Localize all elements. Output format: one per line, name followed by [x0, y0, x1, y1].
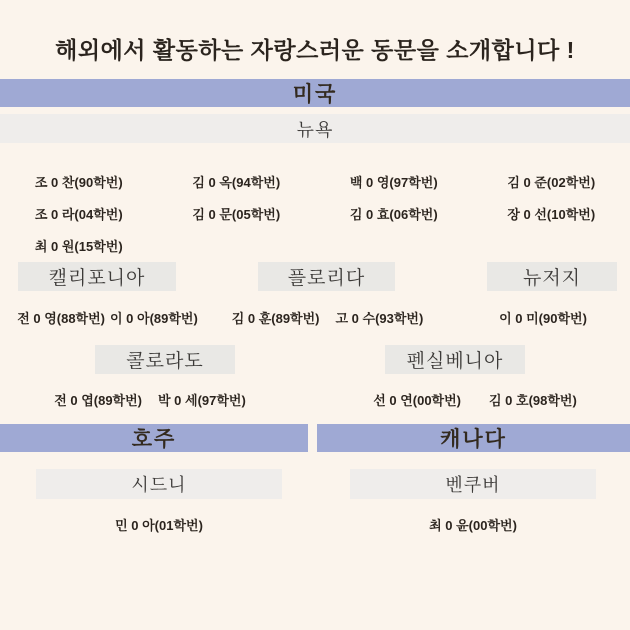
colorado-names	[20, 391, 280, 407]
page-title: 해외에서 활동하는 자랑스러운 동문을 소개합니다 !	[55, 37, 575, 63]
newjersey-names	[478, 309, 608, 325]
region-box-pennsylvania	[385, 345, 525, 374]
pennsylvania-names	[345, 391, 605, 407]
newyork-names-row-1	[0, 172, 630, 188]
section-band-canada	[317, 424, 630, 452]
alumni-name: 김 0 옥(94학번)	[192, 175, 281, 190]
alumni-name: 김 0 효(06학번)	[349, 207, 438, 222]
region-box-florida-label: 플로리다	[287, 268, 366, 289]
newyork-names-row-2	[0, 204, 630, 220]
alumni-name: 장 0 선(10학번)	[507, 207, 596, 222]
region-box-california-label: 캘리포니아	[48, 268, 146, 289]
section-band-canada-label: 캐나다	[440, 428, 507, 451]
region-bar-vancouver-label: 벤쿠버	[445, 475, 501, 495]
alumni-name: 고 0 수(93학번)	[335, 310, 424, 326]
alumni-name: 전 0 영(88학번)	[17, 310, 105, 326]
alumni-name: 박 0 세(97학번)	[158, 392, 246, 408]
region-bar-vancouver	[350, 469, 596, 499]
alumni-name: 김 0 훈(89학번)	[231, 310, 320, 326]
region-box-colorado-label: 콜로라도	[126, 351, 204, 372]
region-bar-newyork-label: 뉴욕	[296, 119, 334, 140]
alumni-name: 김 0 호(98학번)	[489, 392, 577, 408]
alumni-name: 김 0 문(05학번)	[192, 207, 281, 222]
alumni-name: 선 0 연(00학번)	[373, 392, 461, 408]
alumni-name: 조 0 라(04학번)	[34, 207, 123, 222]
alumni-name: 전 0 엽(89학번)	[54, 392, 142, 408]
vancouver-names	[350, 516, 596, 532]
region-box-colorado	[95, 345, 235, 374]
alumni-name: 백 0 영(97학번)	[349, 175, 438, 190]
region-bar-sydney	[36, 469, 282, 499]
alumni-name: 최 0 윤(00학번)	[429, 517, 517, 533]
region-box-pennsylvania-label: 펜실베니아	[406, 351, 504, 372]
newyork-names-row-3	[0, 236, 630, 252]
region-bar-newyork	[0, 114, 630, 143]
region-box-california	[18, 262, 176, 291]
california-names	[0, 309, 215, 325]
alumni-name: 민 0 아(01학번)	[115, 517, 203, 533]
section-band-usa	[0, 79, 630, 107]
florida-names	[220, 309, 435, 325]
region-box-florida	[258, 262, 395, 291]
alumni-name: 이 0 아(89학번)	[110, 310, 198, 326]
region-box-newjersey	[487, 262, 617, 291]
alumni-name: 최 0 원(15학번)	[34, 239, 123, 254]
region-box-newjersey-label: 뉴저지	[522, 268, 582, 289]
region-bar-sydney-label: 시드니	[131, 475, 187, 495]
section-band-usa-label: 미국	[292, 83, 338, 106]
alumni-name: 김 0 준(02학번)	[507, 175, 596, 190]
alumni-name: 이 0 미(90학번)	[499, 310, 587, 326]
section-band-australia-label: 호주	[131, 428, 177, 451]
section-band-australia	[0, 424, 308, 452]
alumni-name: 조 0 찬(90학번)	[34, 175, 123, 190]
sydney-names	[36, 516, 282, 532]
